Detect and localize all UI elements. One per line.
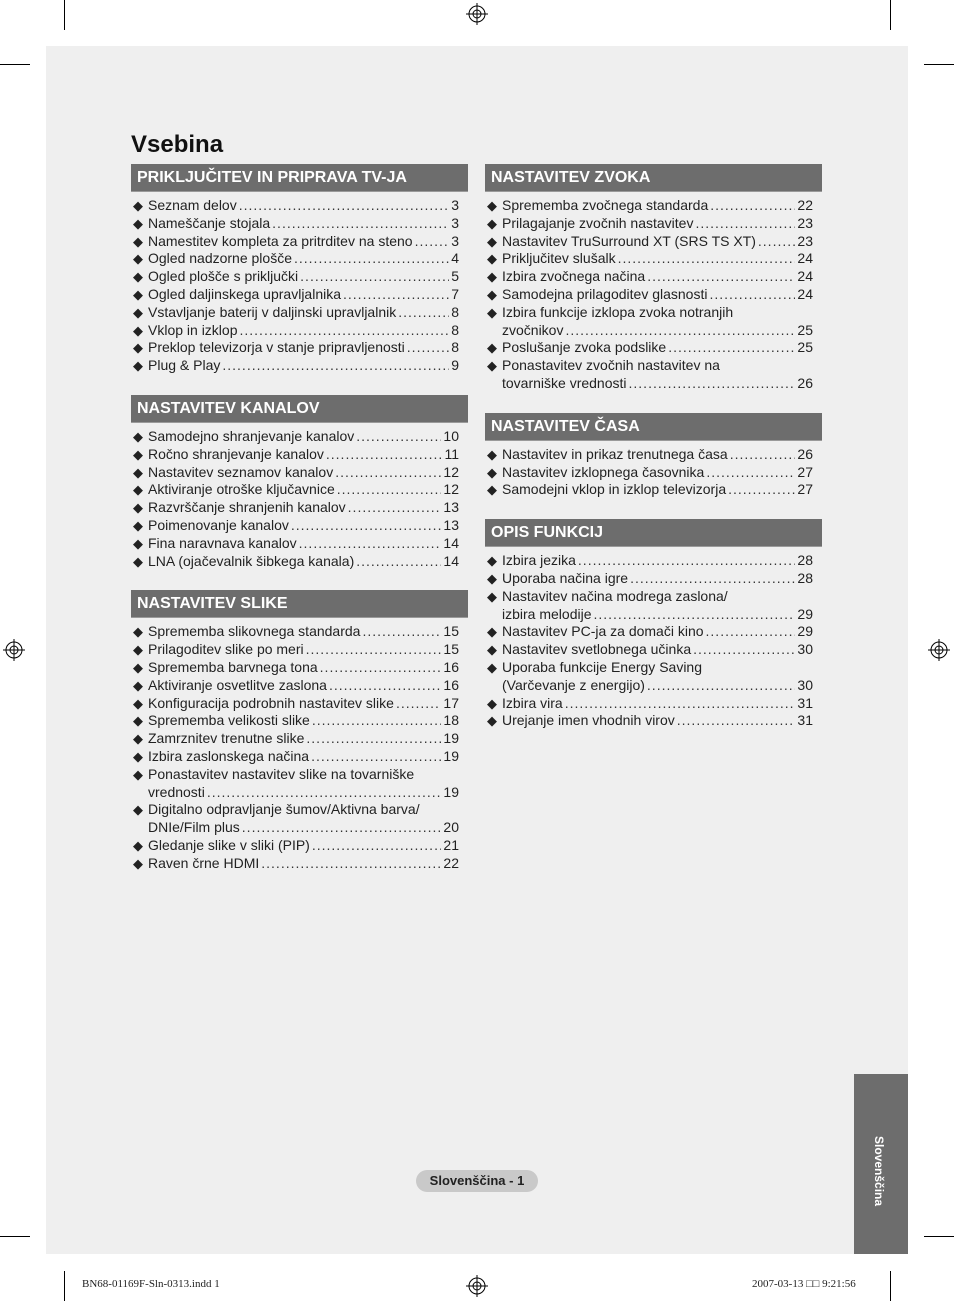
diamond-bullet-icon: ◆ <box>133 553 143 569</box>
toc-entry[interactable] <box>131 517 468 535</box>
diamond-bullet-icon: ◆ <box>133 269 143 285</box>
dot-leader <box>396 695 441 713</box>
toc-page-number: 30 <box>797 641 813 658</box>
section-heading: NASTAVITEV ČASA <box>485 413 822 441</box>
toc-page-number: 12 <box>443 463 459 480</box>
toc-page-number: 13 <box>443 516 459 533</box>
diamond-bullet-icon: ◆ <box>133 358 143 374</box>
dot-leader <box>329 677 441 695</box>
toc-entry[interactable] <box>131 322 468 340</box>
toc-page-number: 31 <box>797 694 813 711</box>
side-tab-label: Slovenščina <box>872 1136 886 1207</box>
dot-leader <box>239 197 449 215</box>
toc-page-number: 3 <box>451 214 459 231</box>
crop-mark <box>924 1236 954 1237</box>
diamond-bullet-icon: ◆ <box>487 659 497 675</box>
dot-leader <box>593 606 795 624</box>
dot-leader <box>693 641 795 659</box>
toc-entry[interactable] <box>131 659 468 677</box>
diamond-bullet-icon: ◆ <box>133 251 143 267</box>
dot-leader <box>362 623 441 641</box>
toc-entry-text-line: Ponastavitev zvočnih nastavitev na <box>502 357 720 374</box>
toc-entry[interactable] <box>131 855 468 873</box>
toc-entry-text: tovarniške vrednosti <box>502 374 627 391</box>
dot-leader <box>306 641 442 659</box>
toc-entry[interactable] <box>485 357 822 393</box>
toc-right-column <box>485 164 822 730</box>
toc-entry-text: Seznam delov <box>148 197 237 213</box>
toc-entry[interactable] <box>485 250 822 268</box>
toc-entry[interactable] <box>131 428 468 446</box>
diamond-bullet-icon: ◆ <box>487 215 497 231</box>
toc-entry[interactable] <box>485 464 822 482</box>
toc-page-number: 19 <box>443 730 459 747</box>
toc-entry-text: Preklop televizorja v stanje pripravljenosti <box>148 339 405 356</box>
toc-entry-text: Samodejni vklop in izklop televizorja <box>502 481 727 498</box>
toc-entry[interactable] <box>131 712 468 730</box>
diamond-bullet-icon: ◆ <box>133 677 143 693</box>
toc-entry-text: Prilagajanje zvočnih nastavitev <box>502 214 694 231</box>
dot-leader <box>207 784 442 802</box>
dot-leader <box>320 659 442 677</box>
diamond-bullet-icon: ◆ <box>487 482 497 498</box>
section-heading: OPIS FUNKCIJ <box>485 519 822 547</box>
toc-page-number: 3 <box>451 197 459 213</box>
toc-entry-text: LNA (ojačevalnik šibkega kanala) <box>148 552 355 569</box>
toc-entry-text: Ročno shranjevanje kanalov <box>148 445 324 462</box>
toc-page-number: 27 <box>797 463 813 480</box>
toc-entry[interactable] <box>131 535 468 553</box>
dot-leader <box>758 233 796 251</box>
toc-entry[interactable] <box>485 623 822 641</box>
diamond-bullet-icon: ◆ <box>133 837 143 853</box>
toc-entry[interactable] <box>485 641 822 659</box>
toc-page-number: 18 <box>443 712 459 729</box>
crop-mark <box>64 0 65 30</box>
toc-section <box>131 164 468 375</box>
toc-entry[interactable] <box>131 339 468 357</box>
diamond-bullet-icon: ◆ <box>133 500 143 516</box>
toc-entry-text: zvočnikov <box>502 321 564 338</box>
toc-page-number: 16 <box>443 658 459 675</box>
registration-mark-icon <box>466 3 488 25</box>
toc-entry-text-line: Ponastavitev nastavitev slike na tovarniške <box>148 765 415 782</box>
diamond-bullet-icon: ◆ <box>487 358 497 374</box>
toc-entry-text: Konfiguracija podrobnih nastavitev slike <box>148 694 394 711</box>
toc-entry-text: Nameščanje stojala <box>148 214 271 231</box>
toc-entry-text: Ogled daljinskega upravljalnika <box>148 285 342 302</box>
dot-leader <box>356 553 441 571</box>
diamond-bullet-icon: ◆ <box>133 464 143 480</box>
dot-leader <box>630 570 795 588</box>
toc-entry[interactable] <box>131 357 468 375</box>
toc-entry[interactable] <box>485 712 822 730</box>
diamond-bullet-icon: ◆ <box>133 446 143 462</box>
toc-page-number: 31 <box>797 712 813 729</box>
dot-leader <box>728 481 795 499</box>
toc-entry-text: Vklop in izklop <box>148 321 238 338</box>
toc-page-number: 29 <box>797 623 813 640</box>
toc-entry[interactable] <box>131 215 468 233</box>
toc-entry-text: Plug & Play <box>148 357 221 374</box>
toc-entry-text: Urejanje imen vhodnih virov <box>502 712 675 729</box>
diamond-bullet-icon: ◆ <box>133 286 143 302</box>
toc-entry[interactable] <box>131 481 468 499</box>
registration-mark-icon <box>928 639 950 661</box>
dot-leader <box>677 712 796 730</box>
dot-leader <box>306 730 441 748</box>
toc-page-number: 7 <box>451 285 459 302</box>
toc-entry[interactable] <box>131 837 468 855</box>
toc-page-number: 8 <box>451 303 459 320</box>
diamond-bullet-icon: ◆ <box>487 624 497 640</box>
toc-entry-text: Vstavljanje baterij v daljinski upravljalnik <box>148 303 397 320</box>
diamond-bullet-icon: ◆ <box>487 251 497 267</box>
toc-entry[interactable] <box>131 268 468 286</box>
toc-entry-text: Aktiviranje otroške ključavnice <box>148 481 335 498</box>
diamond-bullet-icon: ◆ <box>487 340 497 356</box>
toc-page-number: 30 <box>797 676 813 693</box>
toc-entry[interactable] <box>131 304 468 322</box>
toc-page-number: 10 <box>443 427 459 444</box>
toc-list <box>485 197 822 393</box>
dot-leader <box>629 375 796 393</box>
toc-entry-text-line: Izbira funkcije izklopa zvoka notranjih <box>502 303 734 320</box>
toc-entry-text: Ogled nadzorne plošče <box>148 250 292 267</box>
diamond-bullet-icon: ◆ <box>487 553 497 569</box>
diamond-bullet-icon: ◆ <box>133 482 143 498</box>
toc-entry-text: Nastavitev svetlobnega učinka <box>502 641 692 658</box>
page-title: Vsebina <box>131 131 224 158</box>
toc-entry[interactable] <box>131 623 468 641</box>
toc-section <box>131 590 468 872</box>
toc-entry[interactable] <box>485 304 822 340</box>
diamond-bullet-icon: ◆ <box>487 269 497 285</box>
dot-leader <box>299 535 442 553</box>
crop-mark <box>924 64 954 65</box>
dot-leader <box>709 286 795 304</box>
toc-entry[interactable] <box>485 233 822 251</box>
toc-entry[interactable] <box>485 695 822 713</box>
registration-mark-icon <box>3 639 25 661</box>
toc-page-number: 21 <box>443 836 459 853</box>
diamond-bullet-icon: ◆ <box>487 713 497 729</box>
toc-entry[interactable] <box>131 197 468 215</box>
toc-page-number: 28 <box>797 569 813 586</box>
diamond-bullet-icon: ◆ <box>133 642 143 658</box>
toc-entry-text: Sprememba velikosti slike <box>148 712 310 729</box>
toc-page-number: 14 <box>443 534 459 551</box>
toc-page-number: 16 <box>443 676 459 693</box>
toc-entry[interactable] <box>485 339 822 357</box>
diamond-bullet-icon: ◆ <box>133 322 143 338</box>
toc-entry-text-line: Uporaba funkcije Energy Saving <box>502 658 703 675</box>
toc-page-number: 3 <box>451 232 459 249</box>
diamond-bullet-icon: ◆ <box>133 731 143 747</box>
diamond-bullet-icon: ◆ <box>133 659 143 675</box>
toc-page-number: 24 <box>797 285 813 302</box>
toc-entry[interactable] <box>485 481 822 499</box>
diamond-bullet-icon: ◆ <box>487 233 497 249</box>
toc-entry[interactable] <box>485 588 822 624</box>
toc-page-number: 13 <box>443 499 459 516</box>
toc-entry[interactable] <box>131 446 468 464</box>
dot-leader <box>337 481 442 499</box>
toc-entry-text-line: Nastavitev načina modrega zaslona/ <box>502 587 728 604</box>
toc-page-number: 19 <box>443 783 459 800</box>
dot-leader <box>618 250 796 268</box>
toc-entry-text: Izbira vira <box>502 694 563 711</box>
dot-leader <box>398 304 449 322</box>
dot-leader <box>326 446 443 464</box>
diamond-bullet-icon: ◆ <box>487 464 497 480</box>
toc-page-number: 8 <box>451 339 459 356</box>
dot-leader <box>730 446 796 464</box>
dot-leader <box>415 233 450 251</box>
toc-entry-text: Fina naravnava kanalov <box>148 534 297 551</box>
toc-entry-text: Ogled plošče s priključki <box>148 268 299 285</box>
section-heading: NASTAVITEV KANALOV <box>131 395 468 423</box>
toc-entry[interactable] <box>131 250 468 268</box>
toc-section <box>485 164 822 393</box>
toc-page-number: 26 <box>797 374 813 391</box>
toc-entry-text: Izbira zaslonskega načina <box>148 747 310 764</box>
toc-page-number: 27 <box>797 481 813 498</box>
toc-entry[interactable] <box>485 659 822 695</box>
toc-entry-text: Prilagoditev slike po meri <box>148 641 304 658</box>
dot-leader <box>668 339 795 357</box>
toc-entry-text: Aktiviranje osvetlitve zaslona <box>148 676 327 693</box>
toc-entry-text: Poslušanje zvoka podslike <box>502 339 667 356</box>
toc-page-number: 8 <box>451 321 459 338</box>
toc-entry[interactable] <box>485 570 822 588</box>
print-timestamp: 2007-03-13 □□ 9:21:56 <box>752 1278 856 1290</box>
dot-leader <box>647 268 795 286</box>
toc-entry-text: vrednosti <box>148 783 205 800</box>
diamond-bullet-icon: ◆ <box>133 802 143 818</box>
diamond-bullet-icon: ◆ <box>133 428 143 444</box>
toc-entry-text-line: Digitalno odpravljanje šumov/Aktivna barva/ <box>148 801 420 818</box>
toc-entry-text: Izbira jezika <box>502 552 576 569</box>
toc-entry-text: Sprememba slikovnega standarda <box>148 623 361 640</box>
toc-list <box>485 552 822 730</box>
toc-page-number: 24 <box>797 268 813 285</box>
toc-entry[interactable] <box>485 268 822 286</box>
toc-entry-text: Nastavitev TruSurround XT (SRS TS XT) <box>502 232 756 249</box>
toc-entry[interactable] <box>131 748 468 766</box>
toc-entry[interactable] <box>131 766 468 802</box>
toc-page-number: 19 <box>443 747 459 764</box>
toc-entry[interactable] <box>485 552 822 570</box>
toc-list <box>131 623 468 872</box>
toc-entry[interactable] <box>485 286 822 304</box>
diamond-bullet-icon: ◆ <box>133 517 143 533</box>
toc-entry[interactable] <box>485 446 822 464</box>
toc-page-number: 23 <box>797 214 813 231</box>
diamond-bullet-icon: ◆ <box>133 855 143 871</box>
registration-mark-icon <box>466 1275 488 1297</box>
dot-leader <box>272 215 449 233</box>
diamond-bullet-icon: ◆ <box>133 215 143 231</box>
diamond-bullet-icon: ◆ <box>133 624 143 640</box>
dot-leader <box>706 623 796 641</box>
toc-page-number: 4 <box>451 250 459 267</box>
toc-entry[interactable] <box>131 499 468 517</box>
toc-entry-text: Nastavitev seznamov kanalov <box>148 463 334 480</box>
diamond-bullet-icon: ◆ <box>487 198 497 213</box>
crop-mark <box>0 1236 30 1237</box>
diamond-bullet-icon: ◆ <box>487 446 497 462</box>
toc-entry-text: Poimenovanje kanalov <box>148 516 289 533</box>
toc-page-number: 5 <box>451 268 459 285</box>
toc-page-number: 15 <box>443 641 459 658</box>
page-number-label: Slovenščina - 1 <box>416 1170 538 1192</box>
dot-leader <box>647 677 796 695</box>
toc-page-number: 9 <box>451 357 459 374</box>
section-heading: NASTAVITEV ZVOKA <box>485 164 822 192</box>
dot-leader <box>240 322 450 340</box>
crop-mark <box>890 1271 891 1301</box>
toc-entry-text: Priključitev slušalk <box>502 250 616 267</box>
crop-mark <box>890 0 891 30</box>
toc-section <box>485 519 822 730</box>
toc-entry[interactable] <box>131 695 468 713</box>
diamond-bullet-icon: ◆ <box>133 198 143 213</box>
crop-mark <box>0 64 30 65</box>
toc-entry-text: Zamrznitev trenutne slike <box>148 730 305 747</box>
toc-entry-text: Uporaba načina igre <box>502 569 629 586</box>
dot-leader <box>294 250 449 268</box>
toc-entry-text: Izbira zvočnega načina <box>502 268 646 285</box>
dot-leader <box>565 695 796 713</box>
toc-entry-text: Samodejno shranjevanje kanalov <box>148 427 355 444</box>
dot-leader <box>348 499 442 517</box>
section-heading: PRIKLJUČITEV IN PRIPRAVA TV-JA <box>131 164 468 192</box>
toc-page-number: 24 <box>797 250 813 267</box>
toc-entry-text: DNIe/Film plus <box>148 819 240 836</box>
diamond-bullet-icon: ◆ <box>487 642 497 658</box>
dot-leader <box>222 357 449 375</box>
dot-leader <box>335 464 441 482</box>
diamond-bullet-icon: ◆ <box>133 713 143 729</box>
dot-leader <box>565 322 795 340</box>
crop-mark <box>64 1271 65 1301</box>
toc-page-number: 22 <box>443 854 459 871</box>
toc-entry-text: (Varčevanje z energijo) <box>502 676 645 693</box>
toc-entry[interactable] <box>485 197 822 215</box>
dot-leader <box>312 712 442 730</box>
toc-page-number: 25 <box>797 321 813 338</box>
section-heading: NASTAVITEV SLIKE <box>131 590 468 618</box>
toc-page-number: 23 <box>797 232 813 249</box>
toc-page-number: 28 <box>797 552 813 569</box>
dot-leader <box>300 268 449 286</box>
file-slug: BN68-01169F-Sln-0313.indd 1 <box>82 1278 220 1290</box>
toc-entry[interactable] <box>131 641 468 659</box>
toc-page-number: 11 <box>444 445 459 462</box>
diamond-bullet-icon: ◆ <box>487 286 497 302</box>
toc-entry[interactable] <box>131 677 468 695</box>
diamond-bullet-icon: ◆ <box>487 304 497 320</box>
dot-leader <box>311 748 441 766</box>
toc-page-number: 15 <box>443 623 459 640</box>
dot-leader <box>710 197 795 215</box>
toc-page-number: 22 <box>797 197 813 213</box>
toc-entry-text: Sprememba zvočnega standarda <box>502 197 709 213</box>
toc-section <box>131 395 468 570</box>
dot-leader <box>242 819 442 837</box>
toc-entry[interactable] <box>131 464 468 482</box>
toc-entry-text: Samodejna prilagoditev glasnosti <box>502 285 708 302</box>
toc-page-number: 20 <box>443 819 459 836</box>
dot-leader <box>312 837 442 855</box>
toc-entry-text: Razvrščanje shranjenih kanalov <box>148 499 346 516</box>
diamond-bullet-icon: ◆ <box>487 588 497 604</box>
toc-entry-text: izbira melodije <box>502 605 592 622</box>
diamond-bullet-icon: ◆ <box>133 748 143 764</box>
toc-left-column <box>131 164 468 873</box>
diamond-bullet-icon: ◆ <box>133 766 143 782</box>
toc-list <box>485 446 822 499</box>
toc-page-number: 12 <box>443 481 459 498</box>
toc-entry-text: Nastavitev izklopnega časovnika <box>502 463 705 480</box>
diamond-bullet-icon: ◆ <box>133 233 143 249</box>
dot-leader <box>578 552 796 570</box>
toc-section <box>485 413 822 499</box>
toc-page-number: 29 <box>797 605 813 622</box>
toc-entry-text: Nastavitev in prikaz trenutnega časa <box>502 445 728 462</box>
toc-entry-text: Nastavitev PC-ja za domači kino <box>502 623 704 640</box>
toc-entry-text: Sprememba barvnega tona <box>148 658 318 675</box>
dot-leader <box>695 215 795 233</box>
dot-leader <box>407 339 449 357</box>
diamond-bullet-icon: ◆ <box>133 304 143 320</box>
toc-entry[interactable] <box>131 801 468 837</box>
dot-leader <box>706 464 795 482</box>
toc-entry[interactable] <box>485 215 822 233</box>
toc-entry[interactable] <box>131 730 468 748</box>
dot-leader <box>356 428 441 446</box>
toc-page-number: 25 <box>797 339 813 356</box>
dot-leader <box>343 286 449 304</box>
toc-entry-text: Gledanje slike v sliki (PIP) <box>148 836 310 853</box>
toc-entry[interactable] <box>131 286 468 304</box>
diamond-bullet-icon: ◆ <box>133 535 143 551</box>
toc-page-number: 17 <box>443 694 459 711</box>
diamond-bullet-icon: ◆ <box>487 570 497 586</box>
toc-entry-text: Raven črne HDMI <box>148 854 260 871</box>
toc-entry-text: Namestitev kompleta za pritrditev na steno <box>148 232 413 249</box>
dot-leader <box>261 855 441 873</box>
diamond-bullet-icon: ◆ <box>133 340 143 356</box>
toc-page-number: 14 <box>443 552 459 569</box>
toc-list <box>131 197 468 375</box>
toc-list <box>131 428 468 570</box>
toc-entry[interactable] <box>131 553 468 571</box>
diamond-bullet-icon: ◆ <box>133 695 143 711</box>
toc-page-number: 26 <box>797 445 813 462</box>
diamond-bullet-icon: ◆ <box>487 695 497 711</box>
toc-entry[interactable] <box>131 233 468 251</box>
dot-leader <box>291 517 442 535</box>
